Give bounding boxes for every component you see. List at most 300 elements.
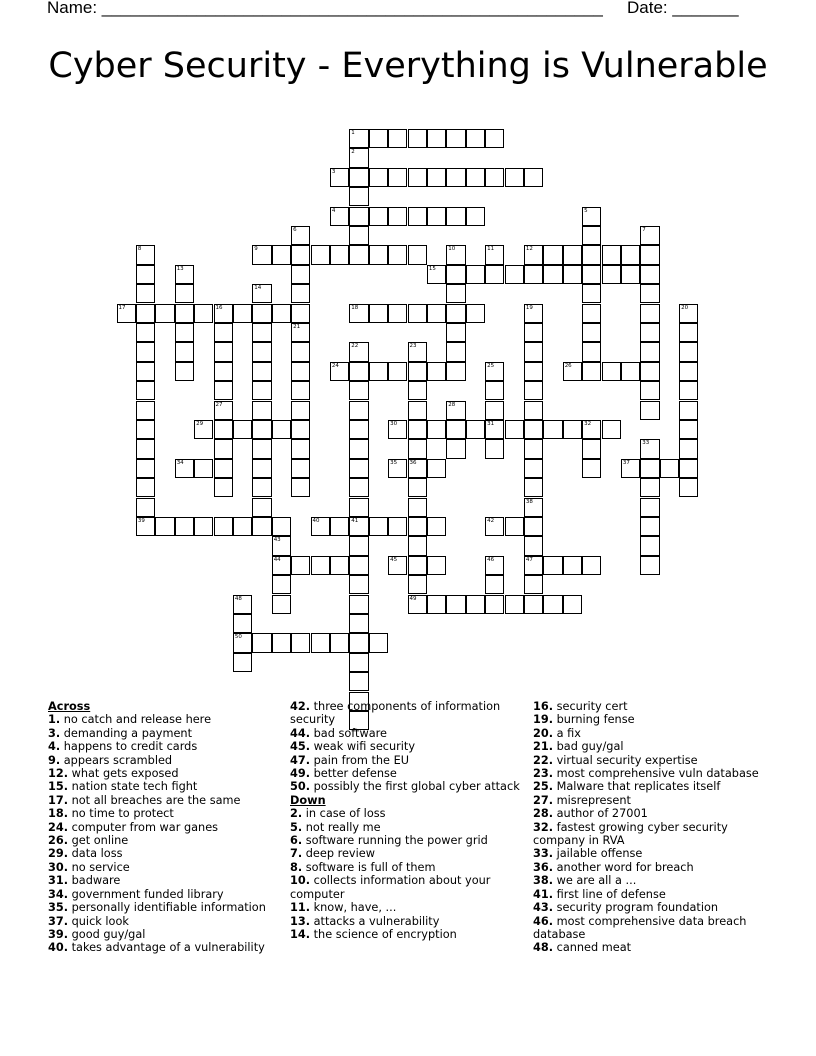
grid-cell[interactable]: [175, 459, 194, 478]
grid-cell[interactable]: [252, 342, 271, 361]
grid-cell[interactable]: [291, 420, 310, 439]
grid-cell[interactable]: [349, 401, 368, 420]
grid-cell[interactable]: [349, 362, 368, 381]
grid-cell[interactable]: [388, 556, 407, 575]
grid-cell[interactable]: [679, 362, 698, 381]
grid-cell[interactable]: [349, 478, 368, 497]
grid-cell[interactable]: [252, 284, 271, 303]
grid-cell[interactable]: [524, 595, 543, 614]
grid-cell[interactable]: [563, 556, 582, 575]
grid-cell[interactable]: [408, 401, 427, 420]
grid-cell[interactable]: [349, 614, 368, 633]
grid-cell[interactable]: [388, 362, 407, 381]
grid-cell[interactable]: [214, 381, 233, 400]
grid-cell[interactable]: [252, 401, 271, 420]
grid-cell[interactable]: [602, 362, 621, 381]
grid-cell[interactable]: [524, 168, 543, 187]
grid-cell[interactable]: [155, 517, 174, 536]
grid-cell[interactable]: [252, 381, 271, 400]
grid-cell[interactable]: [175, 284, 194, 303]
grid-cell[interactable]: [427, 304, 446, 323]
grid-cell[interactable]: [408, 207, 427, 226]
grid-cell[interactable]: [369, 245, 388, 264]
grid-cell[interactable]: [446, 304, 465, 323]
grid-cell[interactable]: [427, 517, 446, 536]
grid-cell[interactable]: [524, 323, 543, 342]
grid-cell[interactable]: [563, 362, 582, 381]
grid-cell[interactable]: [427, 459, 446, 478]
grid-cell[interactable]: [369, 129, 388, 148]
grid-cell[interactable]: [446, 362, 465, 381]
grid-cell[interactable]: [233, 517, 252, 536]
grid-cell[interactable]: [408, 381, 427, 400]
grid-cell[interactable]: [582, 284, 601, 303]
grid-cell[interactable]: [291, 284, 310, 303]
grid-cell[interactable]: [233, 614, 252, 633]
grid-cell[interactable]: [136, 323, 155, 342]
grid-cell[interactable]: [427, 129, 446, 148]
grid-cell[interactable]: [349, 439, 368, 458]
grid-cell[interactable]: [640, 401, 659, 420]
grid-cell[interactable]: [175, 517, 194, 536]
grid-cell[interactable]: [349, 148, 368, 167]
grid-cell[interactable]: [640, 226, 659, 245]
grid-cell[interactable]: [446, 245, 465, 264]
grid-cell[interactable]: [524, 498, 543, 517]
grid-cell[interactable]: [388, 420, 407, 439]
grid-cell[interactable]: [485, 381, 504, 400]
grid-cell[interactable]: [330, 207, 349, 226]
grid-cell[interactable]: [679, 381, 698, 400]
grid-cell[interactable]: [427, 265, 446, 284]
grid-cell[interactable]: [388, 207, 407, 226]
grid-cell[interactable]: [543, 595, 562, 614]
grid-cell[interactable]: [505, 517, 524, 536]
grid-cell[interactable]: [349, 342, 368, 361]
grid-cell[interactable]: [117, 304, 136, 323]
grid-cell[interactable]: [485, 168, 504, 187]
grid-cell[interactable]: [427, 420, 446, 439]
grid-cell[interactable]: [291, 381, 310, 400]
grid-cell[interactable]: [524, 575, 543, 594]
grid-cell[interactable]: [194, 304, 213, 323]
grid-cell[interactable]: [291, 245, 310, 264]
grid-cell[interactable]: [485, 575, 504, 594]
grid-cell[interactable]: [349, 459, 368, 478]
grid-cell[interactable]: [582, 439, 601, 458]
grid-cell[interactable]: [408, 536, 427, 555]
grid-cell[interactable]: [311, 633, 330, 652]
grid-cell[interactable]: [349, 517, 368, 536]
grid-cell[interactable]: [349, 381, 368, 400]
grid-cell[interactable]: [602, 265, 621, 284]
grid-cell[interactable]: [408, 498, 427, 517]
grid-cell[interactable]: [524, 439, 543, 458]
grid-cell[interactable]: [272, 245, 291, 264]
grid-cell[interactable]: [640, 556, 659, 575]
grid-cell[interactable]: [582, 207, 601, 226]
grid-cell[interactable]: [136, 517, 155, 536]
grid-cell[interactable]: [291, 342, 310, 361]
grid-cell[interactable]: [349, 672, 368, 691]
grid-cell[interactable]: [485, 129, 504, 148]
grid-cell[interactable]: [214, 459, 233, 478]
grid-cell[interactable]: [272, 575, 291, 594]
grid-cell[interactable]: [252, 478, 271, 497]
grid-cell[interactable]: [640, 381, 659, 400]
clue-item: 11. know, have, ...: [290, 901, 397, 915]
grid-cell[interactable]: [466, 265, 485, 284]
grid-cell[interactable]: [349, 245, 368, 264]
grid-cell[interactable]: [563, 595, 582, 614]
grid-cell[interactable]: [446, 284, 465, 303]
grid-cell[interactable]: [446, 420, 465, 439]
grid-cell[interactable]: [369, 633, 388, 652]
grid-cell[interactable]: [214, 478, 233, 497]
grid-cell[interactable]: [524, 536, 543, 555]
clue-number: 42: [487, 517, 495, 524]
grid-cell[interactable]: [427, 595, 446, 614]
grid-cell[interactable]: [291, 556, 310, 575]
grid-cell[interactable]: [640, 245, 659, 264]
grid-cell[interactable]: [524, 342, 543, 361]
clue-number: 37: [622, 459, 630, 466]
grid-cell[interactable]: [233, 653, 252, 672]
grid-cell[interactable]: [602, 420, 621, 439]
grid-cell[interactable]: [679, 420, 698, 439]
grid-cell[interactable]: [408, 168, 427, 187]
grid-cell[interactable]: [291, 459, 310, 478]
grid-cell[interactable]: [485, 556, 504, 575]
grid-cell[interactable]: [524, 265, 543, 284]
grid-cell[interactable]: [466, 168, 485, 187]
grid-cell[interactable]: [136, 459, 155, 478]
grid-cell[interactable]: [563, 420, 582, 439]
grid-cell[interactable]: [349, 304, 368, 323]
grid-cell[interactable]: [582, 226, 601, 245]
grid-cell[interactable]: [233, 304, 252, 323]
grid-cell[interactable]: [640, 265, 659, 284]
grid-cell[interactable]: [291, 362, 310, 381]
grid-cell[interactable]: [349, 420, 368, 439]
grid-cell[interactable]: [136, 478, 155, 497]
grid-cell[interactable]: [621, 459, 640, 478]
grid-cell[interactable]: [679, 304, 698, 323]
grid-cell[interactable]: [446, 401, 465, 420]
grid-cell[interactable]: [640, 284, 659, 303]
grid-cell[interactable]: [679, 478, 698, 497]
grid-cell[interactable]: [330, 168, 349, 187]
grid-cell[interactable]: [524, 517, 543, 536]
grid-cell[interactable]: [214, 420, 233, 439]
grid-cell[interactable]: [485, 265, 504, 284]
grid-cell[interactable]: [446, 168, 465, 187]
grid-cell[interactable]: [136, 304, 155, 323]
grid-cell[interactable]: [349, 556, 368, 575]
grid-cell[interactable]: [543, 420, 562, 439]
grid-cell[interactable]: [485, 362, 504, 381]
grid-cell[interactable]: [349, 168, 368, 187]
grid-cell[interactable]: [330, 245, 349, 264]
grid-cell[interactable]: [563, 265, 582, 284]
grid-cell[interactable]: [272, 420, 291, 439]
grid-cell[interactable]: [563, 245, 582, 264]
grid-cell[interactable]: [252, 633, 271, 652]
grid-cell[interactable]: [233, 420, 252, 439]
grid-cell[interactable]: [408, 575, 427, 594]
grid-cell[interactable]: [524, 245, 543, 264]
grid-cell[interactable]: [524, 420, 543, 439]
grid-cell[interactable]: [408, 342, 427, 361]
grid-cell[interactable]: [388, 129, 407, 148]
grid-cell[interactable]: [466, 207, 485, 226]
grid-cell[interactable]: [427, 556, 446, 575]
grid-cell[interactable]: [621, 265, 640, 284]
grid-cell[interactable]: [330, 362, 349, 381]
grid-cell[interactable]: [194, 420, 213, 439]
grid-cell[interactable]: [640, 342, 659, 361]
grid-cell[interactable]: [136, 420, 155, 439]
grid-cell[interactable]: [291, 439, 310, 458]
grid-cell[interactable]: [369, 207, 388, 226]
grid-cell[interactable]: [679, 401, 698, 420]
grid-cell[interactable]: [427, 168, 446, 187]
grid-cell[interactable]: [582, 323, 601, 342]
grid-cell[interactable]: [505, 168, 524, 187]
grid-cell[interactable]: [388, 304, 407, 323]
grid-cell[interactable]: [349, 207, 368, 226]
grid-cell[interactable]: [505, 595, 524, 614]
grid-cell[interactable]: [136, 401, 155, 420]
grid-cell[interactable]: [408, 245, 427, 264]
grid-cell[interactable]: [408, 420, 427, 439]
grid-cell[interactable]: [136, 498, 155, 517]
grid-cell[interactable]: [291, 401, 310, 420]
grid-cell[interactable]: [175, 362, 194, 381]
grid-cell[interactable]: [349, 226, 368, 245]
grid-cell[interactable]: [408, 304, 427, 323]
grid-cell[interactable]: [136, 362, 155, 381]
grid-cell[interactable]: [175, 265, 194, 284]
grid-cell[interactable]: [369, 304, 388, 323]
grid-cell[interactable]: [408, 478, 427, 497]
grid-cell[interactable]: [582, 420, 601, 439]
grid-cell[interactable]: [252, 304, 271, 323]
grid-cell[interactable]: [582, 245, 601, 264]
grid-cell[interactable]: [640, 459, 659, 478]
grid-cell[interactable]: [408, 439, 427, 458]
grid-cell[interactable]: [505, 265, 524, 284]
grid-cell[interactable]: [388, 459, 407, 478]
grid-cell[interactable]: [214, 304, 233, 323]
grid-cell[interactable]: [369, 517, 388, 536]
grid-cell[interactable]: [252, 323, 271, 342]
grid-cell[interactable]: [155, 304, 174, 323]
grid-cell[interactable]: [136, 265, 155, 284]
grid-cell[interactable]: [252, 245, 271, 264]
grid-cell[interactable]: [233, 595, 252, 614]
grid-cell[interactable]: [291, 633, 310, 652]
date-field[interactable]: Date: _______: [627, 0, 739, 17]
grid-cell[interactable]: [582, 265, 601, 284]
grid-cell[interactable]: [252, 459, 271, 478]
grid-cell[interactable]: [408, 129, 427, 148]
name-field[interactable]: Name: _____________________________________________________: [47, 0, 603, 17]
grid-cell[interactable]: [621, 245, 640, 264]
grid-cell[interactable]: [524, 304, 543, 323]
grid-cell[interactable]: [505, 420, 524, 439]
grid-cell[interactable]: [427, 207, 446, 226]
grid-cell[interactable]: [311, 245, 330, 264]
grid-cell[interactable]: [408, 459, 427, 478]
grid-cell[interactable]: [485, 420, 504, 439]
grid-cell[interactable]: [194, 517, 213, 536]
clue-item: 7. deep review: [290, 847, 375, 861]
grid-cell[interactable]: [175, 304, 194, 323]
grid-cell[interactable]: [640, 517, 659, 536]
grid-cell[interactable]: [369, 362, 388, 381]
grid-cell[interactable]: [214, 342, 233, 361]
grid-cell[interactable]: [291, 226, 310, 245]
grid-cell[interactable]: [446, 342, 465, 361]
grid-cell[interactable]: [446, 595, 465, 614]
grid-cell[interactable]: [582, 362, 601, 381]
grid-cell[interactable]: [640, 323, 659, 342]
grid-cell[interactable]: [582, 459, 601, 478]
grid-cell[interactable]: [446, 265, 465, 284]
grid-cell[interactable]: [543, 265, 562, 284]
grid-cell[interactable]: [679, 459, 698, 478]
clue-number: 40: [312, 517, 320, 524]
grid-cell[interactable]: [466, 420, 485, 439]
grid-cell[interactable]: [194, 459, 213, 478]
grid-cell[interactable]: [408, 517, 427, 536]
grid-cell[interactable]: [214, 362, 233, 381]
grid-cell[interactable]: [640, 478, 659, 497]
grid-cell[interactable]: [136, 245, 155, 264]
grid-cell[interactable]: [408, 556, 427, 575]
grid-cell[interactable]: [330, 556, 349, 575]
grid-cell[interactable]: [485, 517, 504, 536]
grid-cell[interactable]: [272, 595, 291, 614]
grid-cell[interactable]: [524, 401, 543, 420]
grid-cell[interactable]: [679, 342, 698, 361]
grid-cell[interactable]: [621, 362, 640, 381]
grid-cell[interactable]: [446, 439, 465, 458]
grid-cell[interactable]: [252, 517, 271, 536]
grid-cell[interactable]: [214, 401, 233, 420]
grid-cell[interactable]: [136, 284, 155, 303]
grid-cell[interactable]: [582, 342, 601, 361]
grid-cell[interactable]: [349, 633, 368, 652]
grid-cell[interactable]: [543, 556, 562, 575]
grid-cell[interactable]: [349, 498, 368, 517]
grid-cell[interactable]: [679, 439, 698, 458]
grid-cell[interactable]: [291, 478, 310, 497]
grid-cell[interactable]: [679, 323, 698, 342]
grid-cell[interactable]: [252, 362, 271, 381]
grid-cell[interactable]: [175, 323, 194, 342]
grid-cell[interactable]: [330, 633, 349, 652]
grid-cell[interactable]: [388, 245, 407, 264]
grid-cell[interactable]: [252, 498, 271, 517]
grid-cell[interactable]: [214, 517, 233, 536]
grid-cell[interactable]: [272, 304, 291, 323]
grid-cell[interactable]: [640, 439, 659, 458]
grid-cell[interactable]: [272, 633, 291, 652]
grid-cell[interactable]: [485, 595, 504, 614]
grid-cell[interactable]: [485, 439, 504, 458]
grid-cell[interactable]: [582, 556, 601, 575]
grid-cell[interactable]: [136, 439, 155, 458]
grid-cell[interactable]: [349, 536, 368, 555]
grid-cell[interactable]: [214, 323, 233, 342]
grid-cell[interactable]: [272, 517, 291, 536]
grid-cell[interactable]: [252, 420, 271, 439]
grid-cell[interactable]: [349, 129, 368, 148]
grid-cell[interactable]: [311, 517, 330, 536]
grid-cell[interactable]: [485, 401, 504, 420]
grid-cell[interactable]: [543, 245, 562, 264]
grid-cell[interactable]: [349, 187, 368, 206]
grid-cell[interactable]: [408, 595, 427, 614]
grid-cell[interactable]: [136, 342, 155, 361]
grid-cell[interactable]: [524, 478, 543, 497]
grid-cell[interactable]: [524, 362, 543, 381]
grid-cell[interactable]: [427, 362, 446, 381]
grid-cell[interactable]: [330, 517, 349, 536]
grid-cell[interactable]: [252, 439, 271, 458]
grid-cell[interactable]: [175, 342, 194, 361]
grid-cell[interactable]: [640, 362, 659, 381]
grid-cell[interactable]: [272, 556, 291, 575]
grid-cell[interactable]: [311, 556, 330, 575]
grid-cell[interactable]: [466, 129, 485, 148]
grid-cell[interactable]: [524, 381, 543, 400]
grid-cell[interactable]: [446, 129, 465, 148]
grid-cell[interactable]: [446, 207, 465, 226]
grid-cell[interactable]: [388, 168, 407, 187]
grid-cell[interactable]: [582, 304, 601, 323]
grid-cell[interactable]: [291, 265, 310, 284]
grid-cell[interactable]: [369, 168, 388, 187]
grid-cell[interactable]: [388, 517, 407, 536]
clue-item: 6. software running the power grid: [290, 834, 488, 848]
grid-cell[interactable]: [466, 304, 485, 323]
grid-cell[interactable]: [408, 362, 427, 381]
grid-cell[interactable]: [136, 381, 155, 400]
grid-cell[interactable]: [349, 595, 368, 614]
grid-cell[interactable]: [602, 245, 621, 264]
grid-cell[interactable]: [349, 653, 368, 672]
grid-cell[interactable]: [291, 323, 310, 342]
grid-cell[interactable]: [291, 304, 310, 323]
grid-cell[interactable]: [272, 536, 291, 555]
grid-cell[interactable]: [466, 595, 485, 614]
grid-cell[interactable]: [660, 459, 679, 478]
grid-cell[interactable]: [524, 459, 543, 478]
clues-column-2: [290, 700, 522, 941]
grid-cell[interactable]: [640, 536, 659, 555]
grid-cell[interactable]: [349, 575, 368, 594]
grid-cell[interactable]: [446, 323, 465, 342]
grid-cell[interactable]: [233, 633, 252, 652]
grid-cell[interactable]: [640, 304, 659, 323]
grid-cell[interactable]: [640, 498, 659, 517]
grid-cell[interactable]: [485, 245, 504, 264]
grid-cell[interactable]: [214, 439, 233, 458]
grid-cell[interactable]: [524, 556, 543, 575]
